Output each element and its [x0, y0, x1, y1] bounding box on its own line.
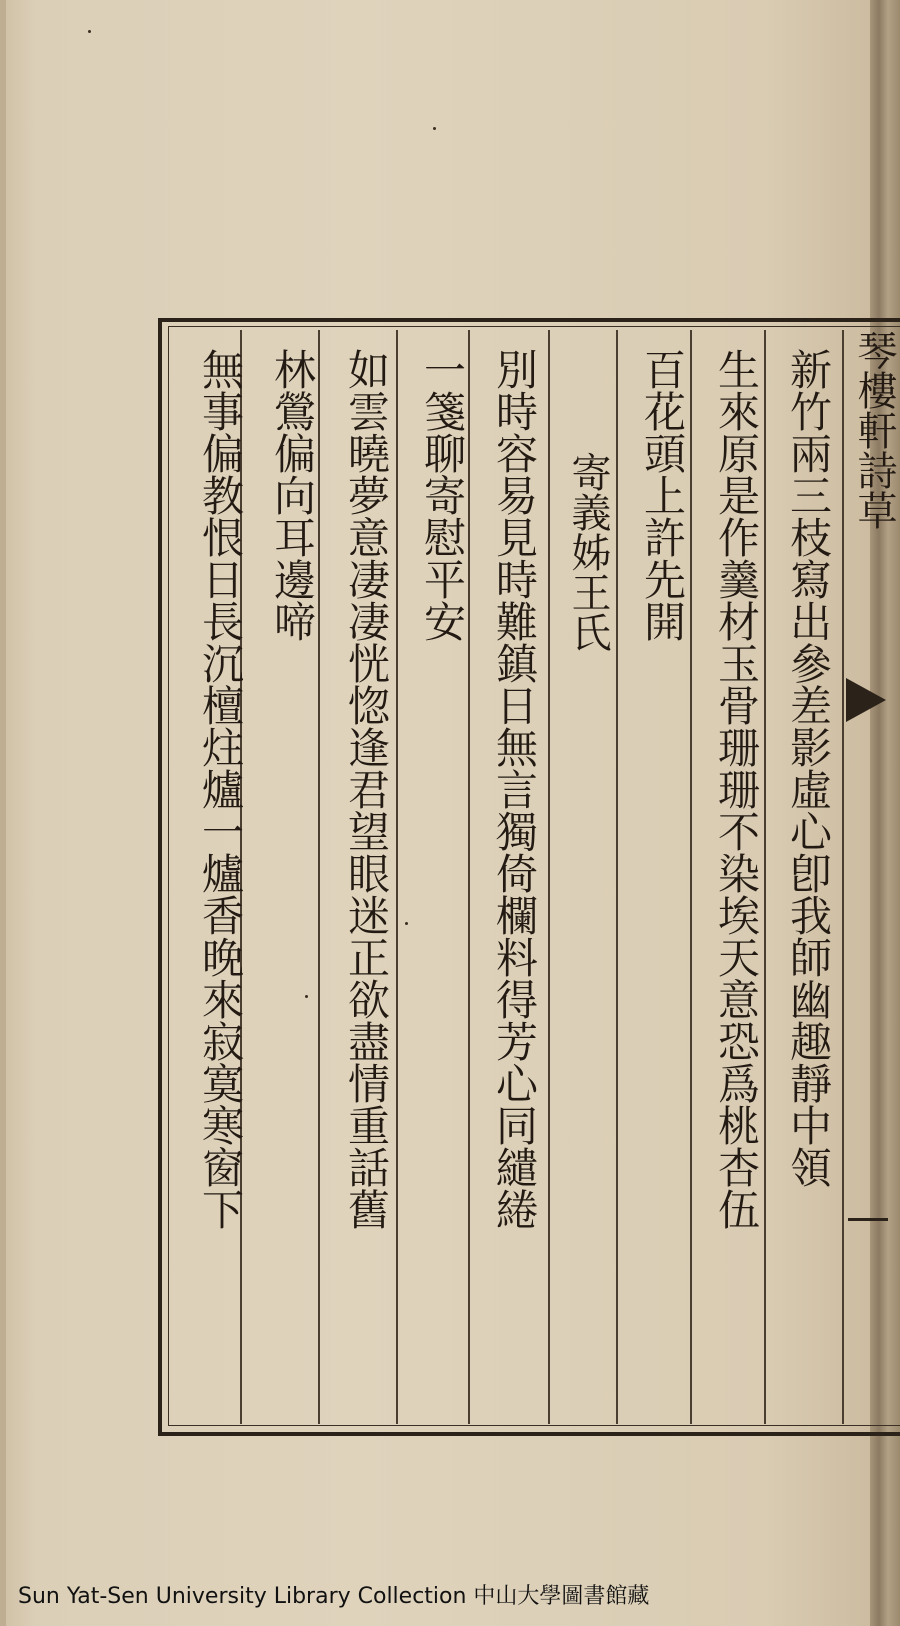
book-title-margin: 琴樓軒詩草 — [851, 330, 897, 530]
text-column-6: 一箋聊寄慰平安 — [418, 348, 467, 642]
text-column-5: 別時容易見時難鎮日無言獨倚欄料得芳心同繾綣 — [490, 348, 539, 1230]
page-left-edge — [0, 0, 6, 1626]
text-column-2: 生來原是作羹材玉骨珊珊不染埃天意恐爲桃杏伍 — [712, 348, 761, 1230]
ink-speck — [433, 127, 436, 130]
column-rule — [468, 330, 470, 1424]
column-rule — [842, 330, 844, 1424]
text-column-9: 無事偏教恨日長沉檀炷爐一爐香晚來寂寞寒窗下 — [196, 348, 245, 1230]
column-rule — [616, 330, 618, 1424]
text-column-1: 新竹兩三枝寫出參差影虛心卽我師幽趣靜中領 — [784, 348, 833, 1188]
column-rule — [396, 330, 398, 1424]
column-rule — [690, 330, 692, 1424]
text-column-3: 百花頭上許先開 — [638, 348, 687, 642]
text-column-7: 如雲曉夢意凄凄恍惚逢君望眼迷正欲盡情重話舊 — [342, 348, 391, 1230]
poem-heading: 寄義姊王氏 — [565, 452, 611, 652]
column-rule — [318, 330, 320, 1424]
fish-tail-mark-icon — [846, 678, 886, 722]
column-rule — [548, 330, 550, 1424]
column-rule — [764, 330, 766, 1424]
library-watermark: Sun Yat-Sen University Library Collection 中山大學圖書館藏 — [18, 1584, 650, 1609]
ink-speck — [88, 30, 91, 33]
text-column-8: 林鶯偏向耳邊啼 — [268, 348, 317, 642]
page-number-mark — [848, 1218, 888, 1221]
